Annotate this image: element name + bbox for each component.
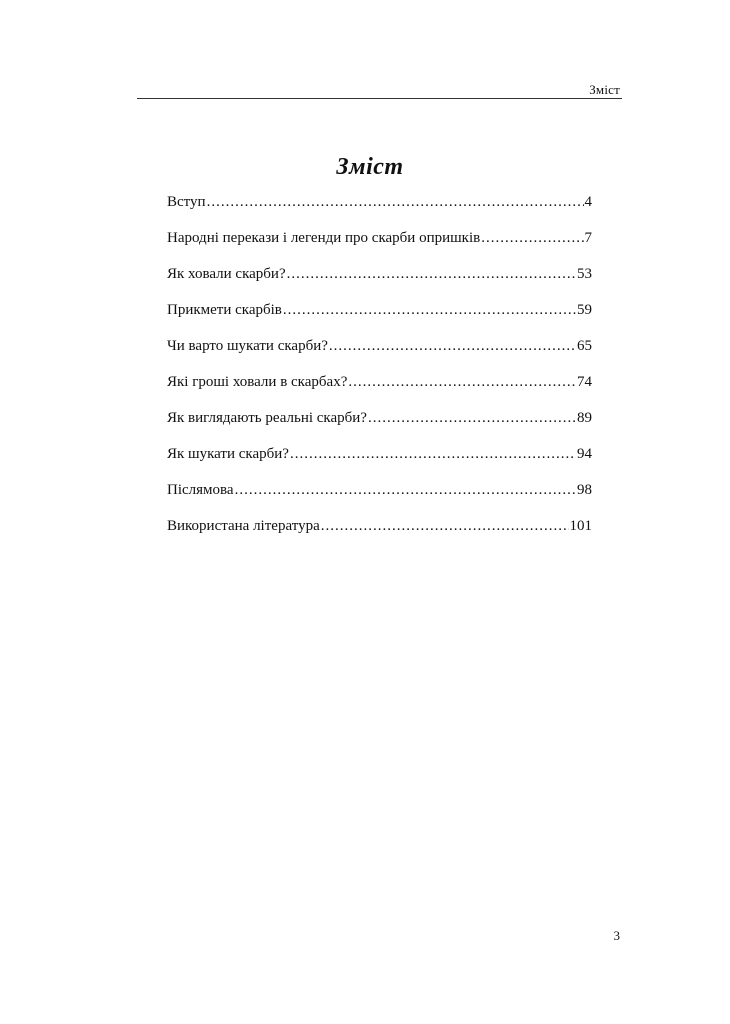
toc-dot-leader [329,334,576,358]
page-number: 3 [613,928,620,943]
toc-entry-label: Чи варто шукати скарби? [167,338,328,354]
running-header: Зміст [589,82,620,97]
toc-title: Зміст [336,154,404,180]
toc-dot-leader [283,298,576,322]
toc-entry-page: 7 [584,230,592,246]
toc-dot-leader [207,190,584,214]
toc-entry-worth-searching[interactable] [167,334,592,370]
toc-entry-page: 65 [577,338,592,354]
toc-entry-references[interactable] [167,514,592,550]
header-rule [137,98,622,99]
toc-entry-page: 59 [577,302,592,318]
toc-entry-page: 94 [577,446,592,462]
toc-entry-label: Вступ [167,194,206,210]
toc-entry-money[interactable] [167,370,592,406]
toc-entry-page: 53 [577,266,592,282]
toc-entry-label: Народні перекази і легенди про скарби опришків [167,230,481,246]
toc-dot-leader [481,226,583,250]
toc-entry-label: Як ховали скарби? [167,266,286,282]
toc-entry-page: 101 [569,518,592,534]
toc-dot-leader [287,262,576,286]
toc-entry-label: Післямова [167,482,234,498]
toc-entry-label: Як виглядають реальні скарби? [167,410,367,426]
toc-dot-leader [235,478,576,502]
toc-entry-page: 98 [577,482,592,498]
toc-list [167,190,592,550]
toc-entry-signs[interactable] [167,298,592,334]
toc-entry-afterword[interactable] [167,478,592,514]
toc-entry-intro[interactable] [167,190,592,226]
toc-entry-real-treasures[interactable] [167,406,592,442]
toc-dot-leader [290,442,576,466]
toc-entry-hiding[interactable] [167,262,592,298]
toc-entry-page: 74 [577,374,592,390]
toc-entry-label: Як шукати скарби? [167,446,289,462]
toc-dot-leader [368,406,576,430]
toc-dot-leader [321,514,569,538]
toc-entry-label: Які гроші ховали в скарбах? [167,374,348,390]
toc-entry-label: Використана література [167,518,320,534]
toc-entry-label: Прикмети скарбів [167,302,282,318]
toc-entry-legends[interactable] [167,226,592,262]
toc-entry-how-to-search[interactable] [167,442,592,478]
toc-entry-page: 89 [577,410,592,426]
toc-entry-page: 4 [584,194,592,210]
toc-dot-leader [348,370,576,394]
